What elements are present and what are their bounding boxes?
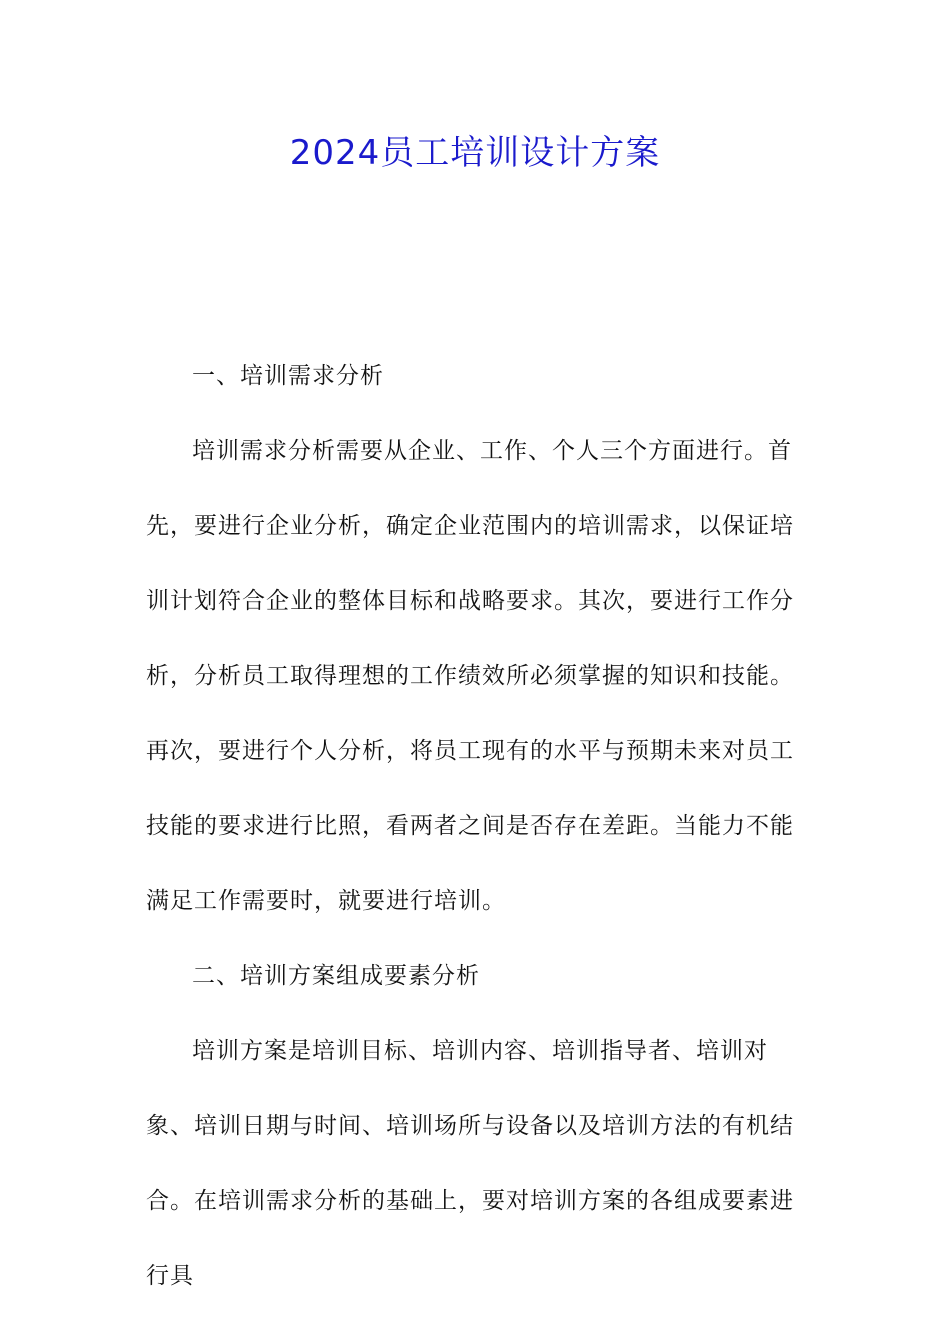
document-title: 2024员工培训设计方案	[289, 133, 661, 173]
paragraph-1: 培训需求分析需要从企业、工作、个人三个方面进行。首先，要进行企业分析，确定企业范围内的培训需求，以保证培训计划符合企业的整体目标和战略要求。其次，要进行工作分析，分析员工取得理想的工作绩效所必须掌握的知识和技能。再次，要进行个人分析，将员工现有的水平与预期未来对员工技能的要求进行比照，看两者之间是否存在差距。当能力不能满足工作需要时，就要进行培训。	[146, 438, 794, 914]
section-heading-1: 一、培训需求分析	[192, 363, 384, 389]
document-body	[146, 339, 812, 1314]
section-heading-2: 二、培训方案组成要素分析	[192, 963, 480, 989]
paragraph-2: 培训方案是培训目标、培训内容、培训指导者、培训对象、培训日期与时间、培训场所与设备以及培训方法的有机结合。在培训需求分析的基础上，要对培训方案的各组成要素进行具	[146, 1038, 794, 1289]
